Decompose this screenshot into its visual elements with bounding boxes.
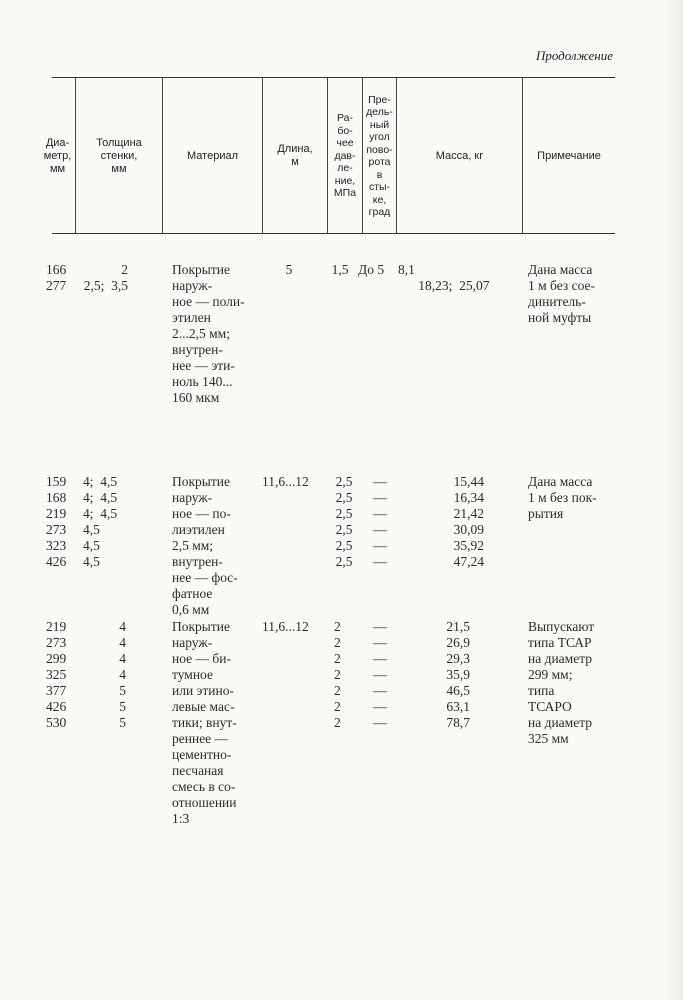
- header-diameter: Диа- метр, мм: [43, 136, 72, 175]
- mass-values: 8,1 18,23; 25,07: [398, 262, 490, 293]
- wall-values: 4; 4,5 4; 4,5 4; 4,5 4,5 4,5 4,5: [83, 474, 118, 569]
- angle-values: — — — — — — —: [373, 619, 387, 730]
- mass-values: 15,44 16,34 21,42 30,09 35,92 47,24: [453, 474, 484, 569]
- pressure-values: 2 2 2 2 2 2 2: [334, 619, 341, 730]
- header-wall-thickness: Толщина стенки, мм: [96, 136, 142, 175]
- header-length: Длина, м: [277, 143, 313, 168]
- diameter-values: 219 273 299 325 377 426 530: [46, 619, 67, 730]
- note-text: Дана масса 1 м без сое- динитель- ной муфты: [528, 262, 595, 325]
- header-mass: Масса, кг: [435, 149, 484, 162]
- continuation-label: Продолжение: [535, 48, 613, 63]
- pressure-values: 2,5 2,5 2,5 2,5 2,5 2,5: [335, 474, 353, 569]
- wall-values: 2 2,5; 3,5: [83, 262, 128, 293]
- angle-values: До 5: [358, 262, 385, 277]
- length-value: 11,6...12: [262, 619, 309, 634]
- note-text: Выпускают типа ТСАР на диаметр 299 мм; типа ТСАРО на диаметр 325 мм: [528, 619, 595, 746]
- note-text: Дана масса 1 м без пок- рытия: [528, 474, 597, 521]
- header-material: Материал: [187, 149, 238, 162]
- material-text: Покрытие наруж- ное — поли- этилен 2...2,5 мм; внутрен- нее — эти- ноль 140... 160 мкм: [172, 262, 245, 405]
- mass-values: 21,5 26,9 29,3 35,9 46,5 63,1 78,7: [446, 619, 470, 730]
- page-edge-shadow: [665, 0, 683, 1000]
- diameter-values: 159 168 219 273 323 426: [46, 474, 67, 569]
- diameter-values: 166 277: [46, 262, 67, 293]
- length-value: 11,6...12: [262, 474, 309, 489]
- pressure-values: 1,5: [331, 262, 349, 277]
- wall-values: 4 4 4 4 5 5 5: [119, 619, 126, 730]
- length-value: 5: [285, 262, 293, 277]
- angle-values: — — — — — —: [373, 474, 387, 569]
- header-angle: Пре- дель- ный угол пово- рота в сты- ке, град: [366, 93, 393, 218]
- material-text: Покрытие наруж- ное — по- лиэтилен 2,5 мм; внутрен- нее — фос- фатное 0,6 мм: [172, 474, 238, 617]
- header-note: Примечание: [537, 149, 601, 162]
- material-text: Покрытие наруж- ное — би- тумное или этино- левые мас- тики; внут- реннее — цементно- песчаная смесь в со- отношении 1:3: [172, 619, 237, 826]
- header-pressure: Ра- бо- чее дав- ле- ние, МПа: [333, 112, 357, 200]
